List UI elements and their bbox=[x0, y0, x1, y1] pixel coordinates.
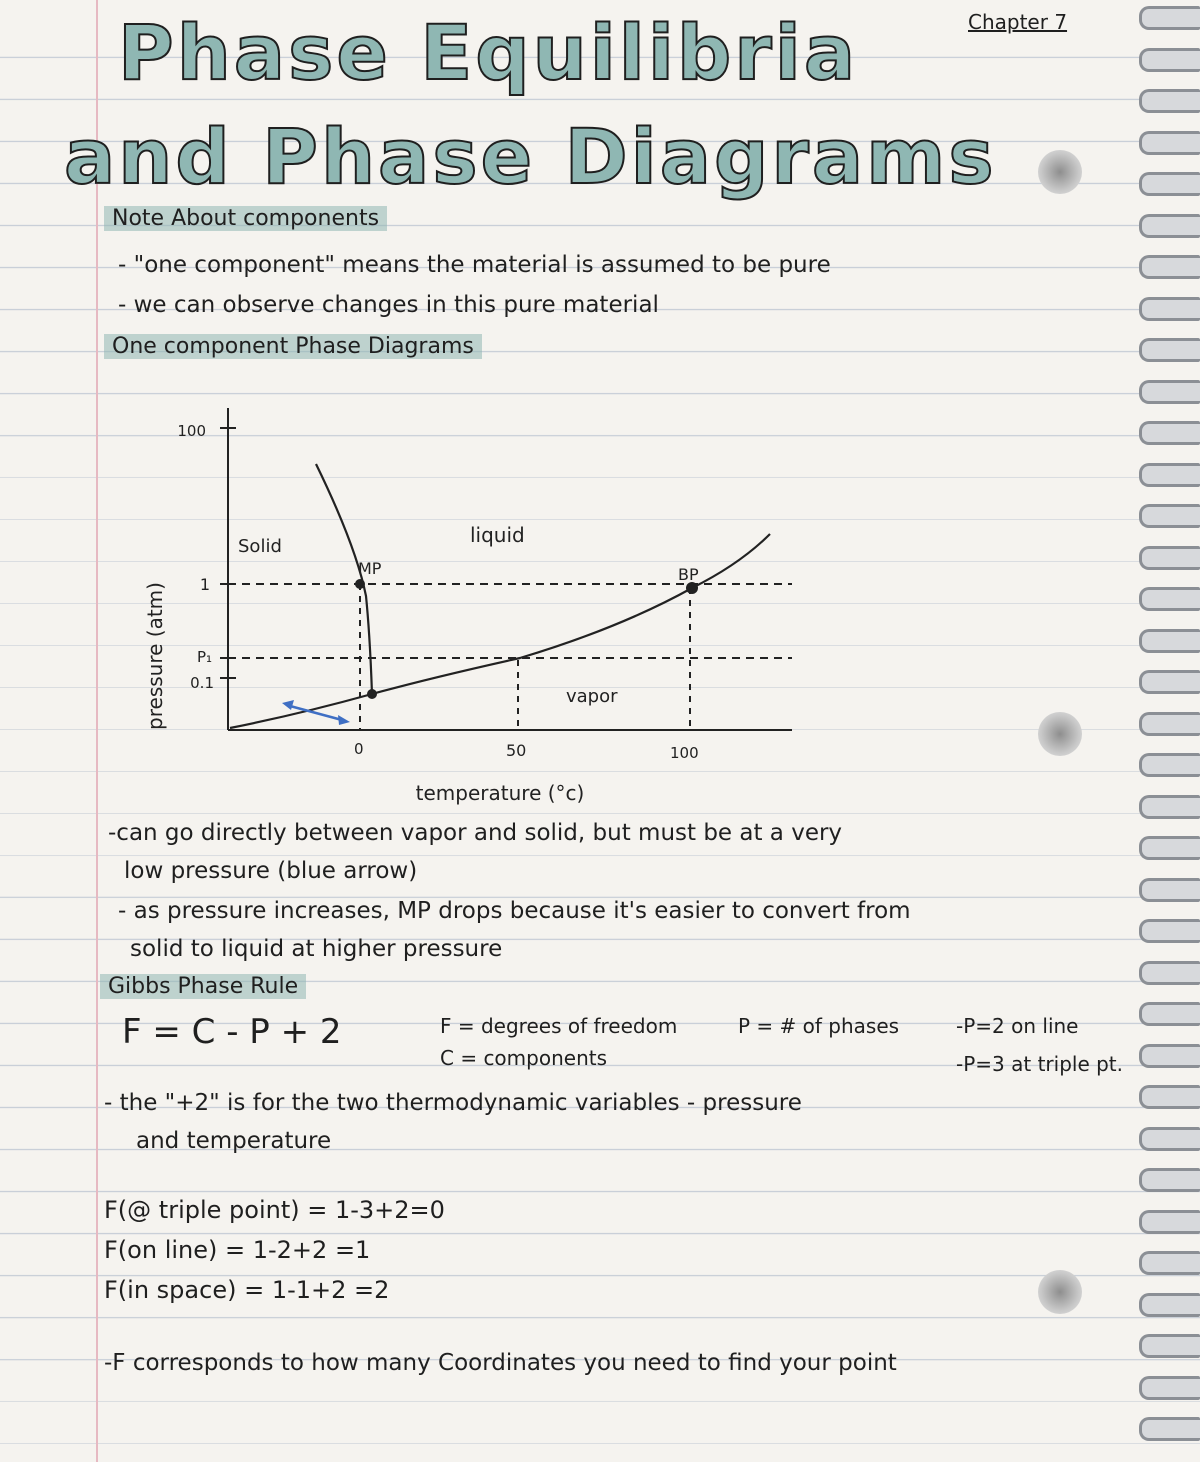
diagram-note: - as pressure increases, MP drops because it's easier to convert from bbox=[118, 898, 911, 924]
spiral-ring bbox=[1139, 961, 1200, 985]
vapor-region-label: vapor bbox=[566, 686, 618, 707]
spiral-ring bbox=[1139, 214, 1200, 238]
spiral-ring bbox=[1139, 795, 1200, 819]
y-tick-label: 1 bbox=[199, 575, 210, 594]
title-line-2: and Phase Diagrams bbox=[64, 112, 997, 201]
triple-point bbox=[367, 689, 377, 699]
components-heading: Note About components bbox=[104, 206, 387, 231]
spiral-ring bbox=[1139, 89, 1200, 113]
chapter-label: Chapter 7 bbox=[968, 10, 1068, 34]
spiral-ring bbox=[1139, 1417, 1200, 1441]
def-p2-on-line: -P=2 on line bbox=[956, 1014, 1079, 1038]
spiral-ring bbox=[1139, 1002, 1200, 1026]
y-tick-label: P₁ bbox=[196, 648, 212, 666]
y-tick-label: 100 bbox=[177, 422, 206, 440]
y-axis-label: pressure (atm) bbox=[143, 582, 167, 730]
spiral-ring bbox=[1139, 919, 1200, 943]
components-bullet: - we can observe changes in this pure material bbox=[118, 292, 659, 318]
spiral-ring bbox=[1139, 380, 1200, 404]
gibbs-note: and temperature bbox=[136, 1128, 332, 1154]
diagram-heading: One component Phase Diagrams bbox=[104, 334, 482, 359]
spiral-binding bbox=[1130, 0, 1200, 1462]
spiral-ring bbox=[1139, 1210, 1200, 1234]
spiral-ring bbox=[1139, 836, 1200, 860]
components-bullet: - "one component" means the material is assumed to be pure bbox=[118, 252, 831, 278]
solid-region-label: Solid bbox=[238, 536, 282, 557]
spiral-ring bbox=[1139, 421, 1200, 445]
arrow-head bbox=[338, 715, 350, 725]
spiral-ring bbox=[1139, 670, 1200, 694]
spiral-ring bbox=[1139, 587, 1200, 611]
arrow-head bbox=[282, 700, 294, 710]
spiral-ring bbox=[1139, 1251, 1200, 1275]
x-axis-label: temperature (°c) bbox=[415, 781, 585, 805]
spiral-ring bbox=[1139, 297, 1200, 321]
x-tick-label: 100 bbox=[670, 744, 699, 762]
spiral-ring bbox=[1139, 1168, 1200, 1192]
punch-hole bbox=[1038, 150, 1082, 194]
spiral-ring bbox=[1139, 1127, 1200, 1151]
spiral-ring bbox=[1139, 629, 1200, 653]
def-p3-triple-point: -P=3 at triple pt. bbox=[956, 1052, 1124, 1076]
bp-label: BP bbox=[678, 565, 699, 584]
spiral-ring bbox=[1139, 6, 1200, 30]
spiral-ring bbox=[1139, 338, 1200, 362]
diagram-note: -can go directly between vapor and solid, but must be at a very bbox=[108, 820, 843, 846]
punch-hole bbox=[1038, 1270, 1082, 1314]
mp-point bbox=[355, 579, 365, 589]
spiral-ring bbox=[1139, 131, 1200, 155]
diagram-note: low pressure (blue arrow) bbox=[124, 858, 418, 884]
spiral-ring bbox=[1139, 48, 1200, 72]
liquid-region-label: liquid bbox=[470, 523, 525, 547]
diagram-note: solid to liquid at higher pressure bbox=[130, 936, 503, 962]
gibbs-note: - the "+2" is for the two thermodynamic variables - pressure bbox=[104, 1090, 802, 1116]
spiral-ring bbox=[1139, 1293, 1200, 1317]
def-components: C = components bbox=[440, 1046, 608, 1070]
spiral-ring bbox=[1139, 546, 1200, 570]
spiral-ring bbox=[1139, 878, 1200, 902]
phase-diagram bbox=[130, 396, 810, 816]
mp-label: MP bbox=[358, 559, 382, 578]
calc-triple-point: F(@ triple point) = 1-3+2=0 bbox=[104, 1196, 445, 1224]
spiral-ring bbox=[1139, 1085, 1200, 1109]
melting-curve bbox=[316, 464, 372, 694]
spiral-ring bbox=[1139, 504, 1200, 528]
punch-hole bbox=[1038, 712, 1082, 756]
calc-in-space: F(in space) = 1-1+2 =2 bbox=[104, 1276, 390, 1304]
calc-on-line: F(on line) = 1-2+2 =1 bbox=[104, 1236, 371, 1264]
spiral-ring bbox=[1139, 712, 1200, 736]
spiral-ring bbox=[1139, 1334, 1200, 1358]
x-tick-label: 0 bbox=[354, 740, 364, 758]
spiral-ring bbox=[1139, 172, 1200, 196]
spiral-ring bbox=[1139, 1044, 1200, 1068]
gibbs-formula: F = C - P + 2 bbox=[122, 1012, 342, 1052]
spiral-ring bbox=[1139, 255, 1200, 279]
spiral-ring bbox=[1139, 753, 1200, 777]
gibbs-heading: Gibbs Phase Rule bbox=[100, 974, 306, 999]
x-tick-label: 50 bbox=[506, 741, 527, 760]
spiral-ring bbox=[1139, 1376, 1200, 1400]
title-line-1: Phase Equilibria bbox=[118, 8, 859, 97]
def-phases: P = # of phases bbox=[738, 1014, 900, 1038]
gibbs-final-note: -F corresponds to how many Coordinates you need to find your point bbox=[104, 1350, 897, 1376]
margin-line bbox=[96, 0, 98, 1462]
y-tick-label: 0.1 bbox=[190, 674, 214, 692]
def-degrees-of-freedom: F = degrees of freedom bbox=[440, 1014, 678, 1038]
spiral-ring bbox=[1139, 463, 1200, 487]
